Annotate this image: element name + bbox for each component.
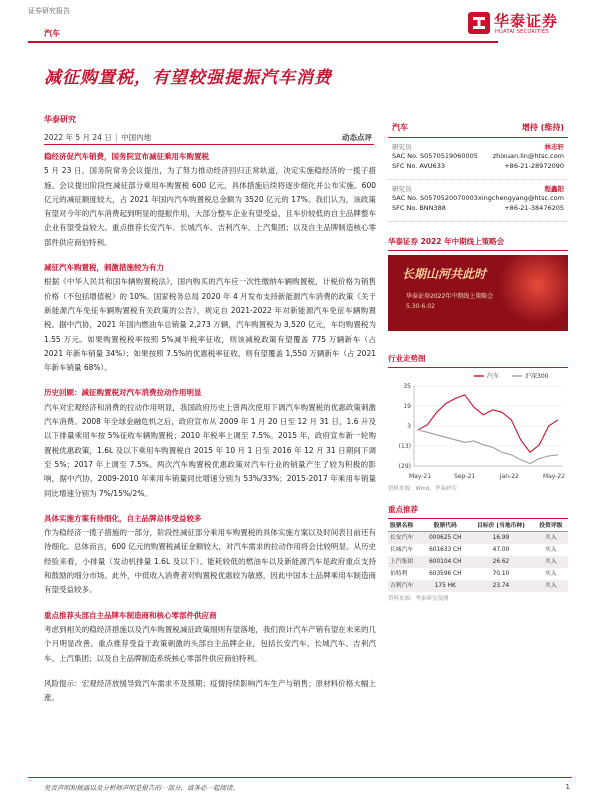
rating-label: 增持 (维持) xyxy=(521,123,564,132)
section-body: 作为稳经济一揽子措施的一部分，阶段性减征部分乘用车购置税的具体实施方案以及时间表目前还有待细化。总体而言，600 亿元的购置税减征金额较大，对汽车需求的拉动作用将会比较明显。从历史经验来看，小排量（发动机排量 1.6L 及以下）、能耗较低的燃油车以及新能源汽车是政府重点支持和鼓励的细分市场。此外，中低收入消费者对购置税优惠较为敏感，因此中国本土品牌乘用车制造商有望受益较多。 xyxy=(44,528,376,595)
chart-container xyxy=(388,370,568,482)
y-tick-label: (29) xyxy=(398,463,411,470)
stock-code: 603596 CH xyxy=(429,571,462,577)
analyst-name: 程鑫阳 xyxy=(544,185,564,193)
analyst-sfc: SFC No. BNN388 xyxy=(392,204,446,212)
logo-text-en: HUATAI SECURITIES xyxy=(495,29,549,35)
x-tick-label: Jan-22 xyxy=(499,473,519,480)
page-number: 1 xyxy=(565,783,570,791)
company-logo xyxy=(468,10,578,40)
sidebar xyxy=(388,114,568,602)
risk-warning: 风险提示：宏观经济放缓导致汽车需求不及预期；疫情持续影响汽车生产与销售；原材料价格大幅上涨。 xyxy=(44,678,376,703)
stock-name: 长安汽车 xyxy=(390,535,414,541)
promo-glow xyxy=(498,255,568,325)
analyst-sfc: SFC No. AVU633 xyxy=(392,162,445,170)
table-header-row xyxy=(388,521,568,532)
target-price: 23.74 xyxy=(492,583,510,589)
analyst-sac: SAC No. S0570520070003 xyxy=(392,194,478,202)
target-price: 47.00 xyxy=(492,547,510,553)
analyst-card xyxy=(388,138,568,180)
analyst-email[interactable]: zhixuan.lin@htsc.com xyxy=(492,152,564,160)
section-body: 5 月 23 日，国务院常务会议提出，为了努力推动经济回归正常轨道，决定实施稳经济的一揽子措施。会议提出阶段性减征部分乘用车购置税 600 亿元，具体措施后续将逐步细化并公布实施。600 亿元的减征额度较大，占 2021 年国内汽车购置税总金额为 3520 亿元的 17%。我们认为，该政策有望对今年的汽车消费起到明显的提振作用，大部分整车企业有望受益，且车价较低的自主品牌整车企业有望受益较大。重点推荐长安汽车、长城汽车、吉利汽车、上汽集团；以及自主品牌制造核心零部件供应商伯特利。 xyxy=(44,166,376,247)
report-type: 动态点评 xyxy=(342,133,372,142)
legend-label: 沪深300 xyxy=(525,373,549,380)
analyst-card xyxy=(388,180,568,222)
trend-chart xyxy=(388,370,568,482)
table-row xyxy=(388,556,568,568)
chart-title: 行业走势图 xyxy=(388,353,568,368)
analyst-role: 研究员 xyxy=(392,185,412,193)
stock-code: 175 HK xyxy=(434,583,456,589)
stock-rating: 买入 xyxy=(545,583,557,589)
section-heading: 稳经济促汽车销费，国务院宣布减征乘用车购置税 xyxy=(44,152,209,161)
target-price: 26.62 xyxy=(492,559,510,565)
x-tick-label: Sep-21 xyxy=(454,473,476,480)
stock-name: 伯特利 xyxy=(390,571,408,577)
x-tick-label: May-22 xyxy=(542,473,566,480)
x-tick-label: May-21 xyxy=(408,473,432,480)
promo-dates: 5.30-6.02 xyxy=(406,303,435,310)
analyst-phone: +86-21-38476205 xyxy=(504,204,564,212)
recommend-table xyxy=(388,521,568,592)
analyst-role: 研究员 xyxy=(392,143,412,151)
stock-name: 长城汽车 xyxy=(390,547,414,553)
section-body: 汽车对宏观经济和消费的拉动作用明显，我国政府历史上曾两次使用下调汽车购置税的优惠政策刺激汽车消费。2008 年全球金融危机之后，政府宣布从 2009 年 1 月 20 日至 12 月 31 日，1.6 升及以下排量乘用车按 5%征收车辆购置税；2010 年税率上调至 7.5%。2015 年，政府宣布新一轮购置税优惠政策，1.6L 及以下乘用车购置税自 2015 年 10 月 1 日至 2016 年 12 月 31 日期间下调至 5%；2017 年上调至 7.5%。两次汽车购置税优惠政策对汽车行业的销量产生了较为积极的影响，据中汽协，2009-2010 年乘用车销量同比增速分别为 53%/33%；2015-2017 年乘用车销量同比增速分别为 7%/15%/2%。 xyxy=(44,402,376,498)
analyst-name: 林志轩 xyxy=(544,143,564,151)
section-heading: 重点推荐头部自主品牌车制造商和核心零部件供应商 xyxy=(44,610,217,620)
stock-name: 吉利汽车 xyxy=(390,583,414,589)
recommend-title: 重点推荐 xyxy=(388,504,568,519)
analyst-phone: +86-21-28972090 xyxy=(504,162,564,170)
header-rule xyxy=(28,41,498,43)
rating-bar xyxy=(388,114,568,138)
doc-type-label: 证券研究报告 xyxy=(28,7,70,15)
section-body: 根据《中华人民共和国车辆购置税法》，国内购买的汽车应一次性缴纳车辆购置税，计税价格为销售价格（不包括增值税）的 10%。国家税务总局 2020 年 4 月发布支持新能源汽车消费的政策《关于新能源汽车免征车辆购置税有关政策的公告》，规定自 2021-2022 年对新能源汽车免征车辆购置税。据中汽协，2021 年国内燃油车总销量 2,273 万辆，汽车购置税为 3,520 亿元，车均购置税为 1.55 万元。如果购置税税率按照 5%减半税率征收，则该减税政策有望覆盖 775 万辆新车（占 2021 年新车销量 34%）；如果按照 7.5%的优惠税率征收，则有望覆盖 1,550 万辆新车（占 2021 年新车销量 68%）。 xyxy=(44,277,376,373)
section-body: 考虑到相关的稳经济措施以及汽车购置税减征政策细则有望落地，我们预计汽车产销有望在未来的几个月明显改善。重点推荐受益于政策刺激的头部自主品牌企业，包括长安汽车、长城汽车、吉利汽车、上汽集团；以及自主品牌制造系统核心零部件供应商伯特利。 xyxy=(44,624,376,663)
section-heading: 减征汽车购置税，刺激措施较为有力 xyxy=(44,263,164,273)
table-row xyxy=(388,568,568,580)
y-tick-label: 3 xyxy=(407,423,411,430)
section-label: 汽车 xyxy=(44,29,60,38)
table-row xyxy=(388,544,568,556)
meta-row: 2022 年 5 月 24 日 │ 中国内地 动态点评 xyxy=(44,129,374,145)
report-date: 2022 年 5 月 24 日 xyxy=(44,133,112,142)
industry-label: 汽车 xyxy=(392,123,408,132)
col-header: 股票名称 xyxy=(390,523,414,529)
disclaimer-text: 免责声明和披露以及分析师声明是报告的一部分，请务必一起阅读。 xyxy=(44,784,239,792)
analyst-email[interactable]: xingchengyang@htsc.com xyxy=(478,194,564,202)
target-price: 70.10 xyxy=(492,571,510,577)
section-heading: 具体实施方案有待细化，自主品牌总体受益较多 xyxy=(44,513,202,523)
col-header: 投资评级 xyxy=(539,523,563,529)
y-tick-label: (13) xyxy=(398,443,411,450)
logo-text-cn: 华泰证券 xyxy=(494,12,559,30)
stock-code: 600104 CH xyxy=(429,559,462,565)
report-region: 中国内地 xyxy=(121,133,152,142)
body-column xyxy=(44,150,376,705)
analyst-sac: SAC No. S0570519060005 xyxy=(392,152,478,160)
author-label: 华泰研究 xyxy=(44,115,76,124)
table-row xyxy=(388,580,568,592)
stock-rating: 买入 xyxy=(545,535,557,541)
col-header: 目标价 (当地币种) xyxy=(476,523,525,529)
promo-subline: 华泰证券2022年中期线上策略会 xyxy=(406,293,494,300)
chart-source: 资料来源：Wind，华泰研究 xyxy=(388,486,457,492)
series-line-1 xyxy=(418,395,558,453)
promo-title: 华泰证券 2022 年中期线上策略会 xyxy=(388,236,568,251)
stock-code: 000625 CH xyxy=(429,535,462,541)
stock-rating: 买入 xyxy=(545,571,557,577)
section-heading: 历史回顾：减征购置税对汽车消费拉动作用明显 xyxy=(44,388,202,398)
recommend-source: 资料来源：华泰研究预测 xyxy=(388,596,449,602)
promo-banner[interactable] xyxy=(388,255,568,331)
y-tick-label: 35 xyxy=(403,383,411,390)
promo-headline: 长期山河共此时 xyxy=(402,267,487,281)
col-header: 股票代码 xyxy=(433,523,457,529)
target-price: 16.99 xyxy=(492,535,510,541)
legend-label: 汽车 xyxy=(487,373,500,380)
stock-name: 上汽集团 xyxy=(390,559,414,565)
table-row xyxy=(388,532,568,545)
stock-code: 601633 CH xyxy=(429,547,462,553)
stock-rating: 买入 xyxy=(545,559,557,565)
stock-rating: 买入 xyxy=(545,547,557,553)
report-title: 减征购置税，有望较强提振汽车消费 xyxy=(44,68,332,88)
footer-rule xyxy=(28,777,572,778)
logo-mark-icon xyxy=(468,12,490,34)
y-tick-label: 19 xyxy=(403,403,411,410)
